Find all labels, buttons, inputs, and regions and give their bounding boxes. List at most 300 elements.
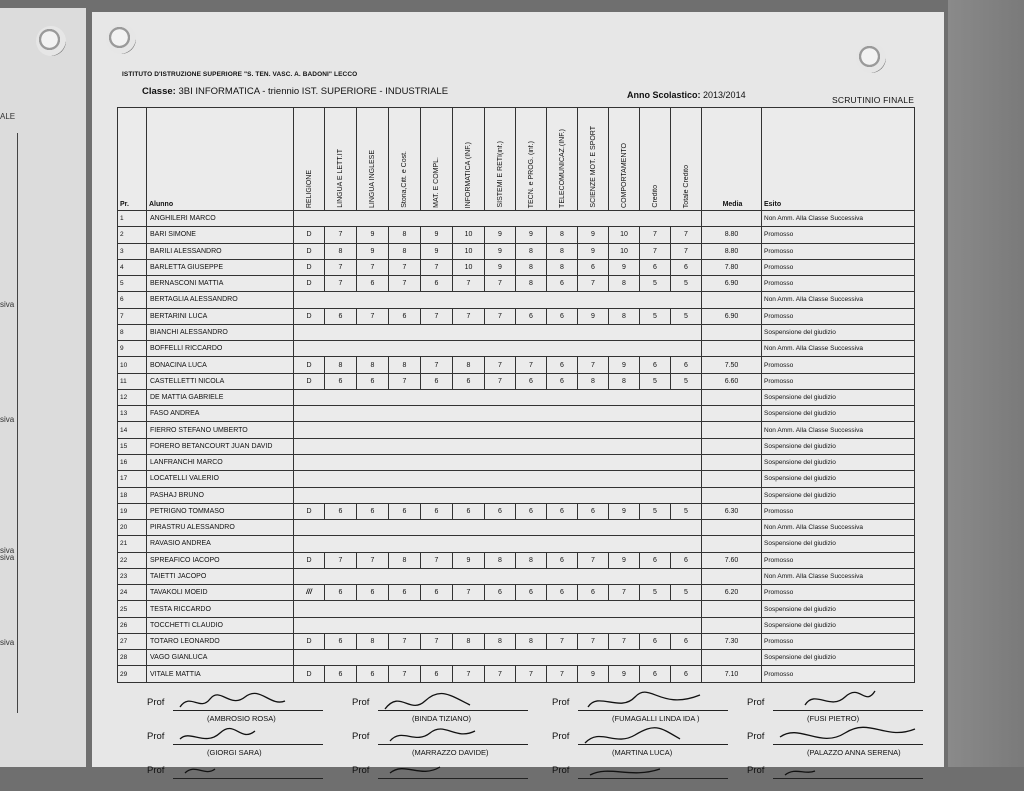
grade-cell: 6: [671, 666, 702, 682]
grade-cell: 6: [325, 373, 357, 389]
empty-grades: [294, 389, 702, 405]
professor-name: (FUMAGALLI LINDA IDA ): [612, 714, 700, 723]
grade-cell: 7: [516, 666, 547, 682]
grade-cell: 9: [357, 243, 389, 259]
average-cell: [702, 487, 762, 503]
grade-cell: 6: [389, 503, 421, 519]
grade-cell: 7: [609, 633, 640, 649]
signature-block: [352, 721, 542, 757]
grade-cell: 6: [547, 276, 578, 292]
grade-cell: 7: [547, 666, 578, 682]
professor-name: (AMBROSIO ROSA): [207, 714, 276, 723]
grade-cell: 9: [609, 552, 640, 568]
outcome-cell: Non Amm. Alla Classe Successiva: [762, 422, 915, 438]
grade-cell: 6: [325, 503, 357, 519]
grade-sheet: [92, 12, 944, 776]
grade-cell: 6: [578, 585, 609, 601]
grade-cell: 7: [389, 259, 421, 275]
empty-grades: [294, 438, 702, 454]
grade-cell: 8: [609, 308, 640, 324]
average-cell: [702, 341, 762, 357]
outcome-cell: Promosso: [762, 666, 915, 682]
prof-label: Prof: [147, 697, 165, 708]
student-number: 12: [118, 389, 147, 405]
student-name: BOFFELLI RICCARDO: [147, 341, 294, 357]
student-number: 9: [118, 341, 147, 357]
student-name: SPREAFICO IACOPO: [147, 552, 294, 568]
column-header-subject: Credito: [640, 108, 671, 211]
grade-cell: D: [294, 666, 325, 682]
grade-cell: 7: [325, 259, 357, 275]
grade-cell: 8: [609, 373, 640, 389]
column-header-pr: Pr.: [118, 108, 147, 211]
grade-cell: 6: [421, 503, 453, 519]
signature-block: [747, 755, 937, 791]
grade-cell: 9: [609, 666, 640, 682]
student-name: LOCATELLI VALERIO: [147, 471, 294, 487]
grade-cell: 6: [547, 503, 578, 519]
grade-cell: 6: [325, 585, 357, 601]
column-header-esito: Esito: [762, 108, 915, 211]
grade-cell: 8: [357, 357, 389, 373]
outcome-cell: Non Amm. Alla Classe Successiva: [762, 520, 915, 536]
signature-block: [147, 755, 337, 791]
grade-cell: 7: [421, 633, 453, 649]
column-header-media: Media: [702, 108, 762, 211]
grade-cell: 6: [640, 666, 671, 682]
school-year: [627, 90, 746, 100]
grade-cell: 8: [389, 552, 421, 568]
outcome-cell: Sospensione del giudizio: [762, 471, 915, 487]
outcome-cell: Promosso: [762, 633, 915, 649]
grade-cell: 6: [325, 308, 357, 324]
signature-block: [552, 687, 742, 723]
scrutinio-label: SCRUTINIO FINALE: [832, 95, 915, 105]
student-name: BERTAGLIA ALESSANDRO: [147, 292, 294, 308]
pushpin-icon: [106, 24, 136, 54]
average-cell: 7.60: [702, 552, 762, 568]
grade-cell: 8: [609, 276, 640, 292]
grade-cell: 6: [516, 503, 547, 519]
grade-cell: 6: [421, 666, 453, 682]
outcome-cell: Sospensione del giudizio: [762, 438, 915, 454]
column-header-subject: LINGUA E LETT.IT: [325, 108, 357, 211]
table-row: [118, 341, 915, 357]
table-row: [118, 568, 915, 584]
grade-cell: 6: [547, 373, 578, 389]
table-row: [118, 211, 915, 227]
student-name: ANGHILERI MARCO: [147, 211, 294, 227]
table-row: [118, 438, 915, 454]
column-header-student: Alunno: [147, 108, 294, 211]
student-name: FIERRO STEFANO UMBERTO: [147, 422, 294, 438]
signature-block: [352, 755, 542, 791]
grade-cell: 7: [389, 633, 421, 649]
student-name: FORERO BETANCOURT JUAN DAVID: [147, 438, 294, 454]
table-row: [118, 585, 915, 601]
grade-cell: 7: [485, 666, 516, 682]
grade-cell: 7: [547, 633, 578, 649]
grade-cell: 7: [389, 373, 421, 389]
grade-cell: 8: [389, 227, 421, 243]
average-cell: [702, 324, 762, 340]
table-header-row: [118, 108, 915, 211]
outcome-cell: Promosso: [762, 585, 915, 601]
prof-label: Prof: [352, 765, 370, 776]
adjacent-sheet-text: siva: [0, 546, 15, 555]
grade-cell: 6: [671, 633, 702, 649]
grade-cell: 5: [640, 585, 671, 601]
grade-cell: 8: [516, 552, 547, 568]
average-cell: 7.80: [702, 259, 762, 275]
signature-block: [747, 687, 937, 723]
outcome-cell: Promosso: [762, 227, 915, 243]
grade-cell: 9: [485, 243, 516, 259]
average-cell: [702, 471, 762, 487]
grade-cell: 8: [357, 633, 389, 649]
grade-cell: 6: [547, 585, 578, 601]
grade-cell: 7: [389, 276, 421, 292]
class-line: [142, 86, 448, 97]
student-name: BIANCHI ALESSANDRO: [147, 324, 294, 340]
table-row: [118, 487, 915, 503]
student-name: TAIETTI JACOPO: [147, 568, 294, 584]
grade-cell: 7: [516, 357, 547, 373]
grades-table: [117, 107, 915, 683]
empty-grades: [294, 617, 702, 633]
student-name: BARLETTA GIUSEPPE: [147, 259, 294, 275]
grade-cell: 10: [453, 227, 485, 243]
student-name: RAVASIO ANDREA: [147, 536, 294, 552]
grade-cell: 6: [357, 373, 389, 389]
grade-cell: 6: [516, 308, 547, 324]
grade-cell: 6: [325, 666, 357, 682]
grade-cell: 9: [609, 259, 640, 275]
table-row: [118, 243, 915, 259]
average-cell: [702, 650, 762, 666]
average-cell: [702, 292, 762, 308]
student-number: 19: [118, 503, 147, 519]
grade-cell: 7: [453, 276, 485, 292]
student-number: 10: [118, 357, 147, 373]
grade-cell: 5: [671, 276, 702, 292]
signature-block: [352, 687, 542, 723]
outcome-cell: Sospensione del giudizio: [762, 536, 915, 552]
grade-cell: 6: [357, 585, 389, 601]
signature-block: [552, 755, 742, 791]
column-header-subject: TELECOMUNICAZ.(INF.): [547, 108, 578, 211]
column-header-subject: COMPORTAMENTO: [609, 108, 640, 211]
grade-cell: D: [294, 243, 325, 259]
student-name: DE MATTIA GABRIELE: [147, 389, 294, 405]
student-name: VAGO GIANLUCA: [147, 650, 294, 666]
grade-cell: 7: [453, 585, 485, 601]
empty-grades: [294, 292, 702, 308]
table-row: [118, 357, 915, 373]
grade-cell: 6: [671, 259, 702, 275]
outcome-cell: Sospensione del giudizio: [762, 487, 915, 503]
empty-grades: [294, 601, 702, 617]
grade-cell: 6: [640, 552, 671, 568]
professor-name: (PALAZZO ANNA SERENA): [807, 748, 901, 757]
prof-label: Prof: [147, 765, 165, 776]
average-cell: 6.20: [702, 585, 762, 601]
prof-label: Prof: [747, 731, 765, 742]
signature-block: [747, 721, 937, 757]
grade-cell: 8: [485, 552, 516, 568]
table-row: [118, 276, 915, 292]
grade-cell: 10: [609, 227, 640, 243]
student-number: 28: [118, 650, 147, 666]
outcome-cell: Sospensione del giudizio: [762, 324, 915, 340]
outcome-cell: Sospensione del giudizio: [762, 389, 915, 405]
grade-cell: 8: [547, 243, 578, 259]
grade-cell: D: [294, 373, 325, 389]
grade-cell: 5: [671, 308, 702, 324]
student-name: CASTELLETTI NICOLA: [147, 373, 294, 389]
professor-name: (FUSI PIETRO): [807, 714, 860, 723]
student-number: 1: [118, 211, 147, 227]
grade-cell: 7: [485, 276, 516, 292]
student-name: BARI SIMONE: [147, 227, 294, 243]
average-cell: [702, 438, 762, 454]
student-name: BERNASCONI MATTIA: [147, 276, 294, 292]
outcome-cell: Promosso: [762, 373, 915, 389]
column-header-subject: Storia,Citt. e Cost.: [389, 108, 421, 211]
average-cell: [702, 568, 762, 584]
grade-cell: 7: [671, 243, 702, 259]
class-value: 3BI INFORMATICA - triennio IST. SUPERIORE - INDUSTRIALE: [178, 86, 449, 97]
student-number: 11: [118, 373, 147, 389]
grade-cell: 6: [421, 373, 453, 389]
student-name: BARILI ALESSANDRO: [147, 243, 294, 259]
student-number: 14: [118, 422, 147, 438]
grade-cell: 7: [578, 357, 609, 373]
grade-cell: 6: [357, 276, 389, 292]
grade-cell: 6: [578, 503, 609, 519]
empty-grades: [294, 487, 702, 503]
grade-cell: 6: [516, 585, 547, 601]
outcome-cell: Non Amm. Alla Classe Successiva: [762, 211, 915, 227]
average-cell: [702, 617, 762, 633]
table-row: [118, 520, 915, 536]
student-number: 26: [118, 617, 147, 633]
table-row: [118, 373, 915, 389]
outcome-cell: Sospensione del giudizio: [762, 406, 915, 422]
grade-cell: 8: [389, 243, 421, 259]
grade-cell: 8: [516, 243, 547, 259]
grade-cell: 6: [516, 373, 547, 389]
column-header-subject: Totale Credito: [671, 108, 702, 211]
grade-cell: 9: [578, 227, 609, 243]
grade-cell: 7: [421, 552, 453, 568]
column-header-subject: RELIGIONE: [294, 108, 325, 211]
student-number: 7: [118, 308, 147, 324]
grade-cell: 6: [671, 552, 702, 568]
grade-cell: 7: [578, 276, 609, 292]
grade-cell: 6: [357, 666, 389, 682]
grade-cell: 8: [453, 357, 485, 373]
student-number: 16: [118, 454, 147, 470]
grade-cell: 9: [578, 243, 609, 259]
grade-cell: 7: [357, 552, 389, 568]
empty-grades: [294, 471, 702, 487]
grade-cell: 5: [640, 308, 671, 324]
student-number: 5: [118, 276, 147, 292]
grade-cell: D: [294, 227, 325, 243]
outcome-cell: Promosso: [762, 308, 915, 324]
grade-cell: 7: [357, 259, 389, 275]
prof-label: Prof: [747, 697, 765, 708]
empty-grades: [294, 454, 702, 470]
column-header-subject: LINGUA INGLESE: [357, 108, 389, 211]
outcome-cell: Promosso: [762, 259, 915, 275]
grade-cell: 7: [453, 308, 485, 324]
average-cell: 7.50: [702, 357, 762, 373]
student-number: 8: [118, 324, 147, 340]
table-row: [118, 259, 915, 275]
adjacent-sheet-text: siva: [0, 415, 15, 424]
student-name: LANFRANCHI MARCO: [147, 454, 294, 470]
grade-cell: 7: [453, 666, 485, 682]
average-cell: [702, 536, 762, 552]
signature-block: [147, 721, 337, 757]
grade-cell: 6: [389, 308, 421, 324]
table-row: [118, 552, 915, 568]
grade-cell: 9: [578, 308, 609, 324]
empty-grades: [294, 568, 702, 584]
grade-cell: 7: [325, 276, 357, 292]
grade-cell: 7: [609, 585, 640, 601]
grade-cell: 8: [325, 243, 357, 259]
year-value: 2013/2014: [703, 90, 746, 100]
grade-cell: 6: [578, 259, 609, 275]
student-number: 4: [118, 259, 147, 275]
outcome-cell: Promosso: [762, 243, 915, 259]
average-cell: [702, 406, 762, 422]
grade-cell: 9: [453, 552, 485, 568]
grade-cell: 7: [325, 227, 357, 243]
adjacent-sheet: [0, 8, 86, 767]
outcome-cell: Sospensione del giudizio: [762, 454, 915, 470]
grade-cell: 6: [485, 503, 516, 519]
grade-cell: 7: [485, 308, 516, 324]
grade-cell: D: [294, 552, 325, 568]
table-row: [118, 650, 915, 666]
grade-cell: 7: [421, 308, 453, 324]
grade-cell: D: [294, 633, 325, 649]
student-name: TESTA RICCARDO: [147, 601, 294, 617]
empty-grades: [294, 536, 702, 552]
table-row: [118, 454, 915, 470]
column-header-subject: MAT. E COMPL.: [421, 108, 453, 211]
empty-grades: [294, 520, 702, 536]
table-row: [118, 536, 915, 552]
empty-grades: [294, 406, 702, 422]
student-name: FASO ANDREA: [147, 406, 294, 422]
table-row: [118, 617, 915, 633]
student-name: VITALE MATTIA: [147, 666, 294, 682]
student-name: PIRASTRU ALESSANDRO: [147, 520, 294, 536]
grade-cell: 6: [640, 357, 671, 373]
grade-cell: 8: [578, 373, 609, 389]
average-cell: [702, 601, 762, 617]
student-name: PASHAJ BRUNO: [147, 487, 294, 503]
student-number: 24: [118, 585, 147, 601]
column-header-subject: SISTEMI E RETI(inf.): [485, 108, 516, 211]
student-number: 13: [118, 406, 147, 422]
student-number: 23: [118, 568, 147, 584]
grade-cell: 8: [547, 227, 578, 243]
grade-cell: D: [294, 276, 325, 292]
student-number: 29: [118, 666, 147, 682]
grade-cell: ///: [294, 585, 325, 601]
table-row: [118, 227, 915, 243]
grade-cell: 7: [421, 357, 453, 373]
student-number: 21: [118, 536, 147, 552]
grade-cell: 6: [357, 503, 389, 519]
outcome-cell: Non Amm. Alla Classe Successiva: [762, 292, 915, 308]
grade-cell: 9: [609, 503, 640, 519]
empty-grades: [294, 211, 702, 227]
grade-cell: 6: [547, 552, 578, 568]
grade-cell: D: [294, 308, 325, 324]
table-row: [118, 292, 915, 308]
grade-cell: 6: [421, 276, 453, 292]
outcome-cell: Promosso: [762, 276, 915, 292]
student-name: TOCCHETTI CLAUDIO: [147, 617, 294, 633]
signature-block: [552, 721, 742, 757]
table-row: [118, 601, 915, 617]
adjacent-sheet-text: siva: [0, 638, 15, 647]
grade-cell: 10: [453, 259, 485, 275]
table-row: [118, 422, 915, 438]
table-row: [118, 324, 915, 340]
grade-cell: 6: [640, 633, 671, 649]
grade-cell: 10: [609, 243, 640, 259]
grade-cell: 7: [325, 552, 357, 568]
grade-cell: 5: [671, 503, 702, 519]
prof-label: Prof: [147, 731, 165, 742]
student-name: PETRIGNO TOMMASO: [147, 503, 294, 519]
grade-cell: 9: [357, 227, 389, 243]
average-cell: [702, 422, 762, 438]
grade-cell: 6: [453, 503, 485, 519]
student-number: 17: [118, 471, 147, 487]
grade-cell: 8: [485, 633, 516, 649]
grade-cell: 7: [389, 666, 421, 682]
student-number: 27: [118, 633, 147, 649]
grade-cell: 8: [516, 276, 547, 292]
column-header-subject: INFORMATICA (INF.): [453, 108, 485, 211]
grade-cell: 8: [325, 357, 357, 373]
student-number: 15: [118, 438, 147, 454]
average-cell: 6.60: [702, 373, 762, 389]
grade-cell: D: [294, 503, 325, 519]
grade-cell: 9: [421, 227, 453, 243]
table-row: [118, 471, 915, 487]
signature-area: [147, 687, 927, 777]
grade-cell: 9: [516, 227, 547, 243]
outcome-cell: Promosso: [762, 552, 915, 568]
grade-cell: 5: [671, 585, 702, 601]
pushpin-icon: [36, 26, 66, 56]
student-number: 6: [118, 292, 147, 308]
grade-cell: 6: [453, 373, 485, 389]
outcome-cell: Non Amm. Alla Classe Successiva: [762, 568, 915, 584]
average-cell: 8.80: [702, 227, 762, 243]
grade-cell: 8: [516, 259, 547, 275]
